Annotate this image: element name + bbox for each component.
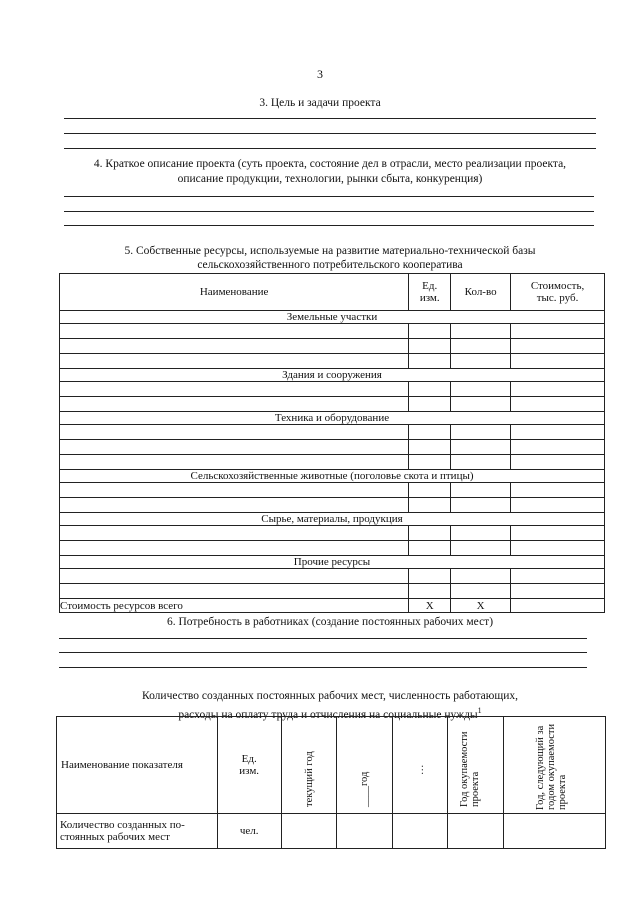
section-row-animals: Сельскохозяйственные животные (поголовье скота и птицы) bbox=[60, 470, 605, 483]
table-row bbox=[60, 382, 605, 397]
table-row bbox=[60, 455, 605, 470]
header-name: Наименование bbox=[60, 274, 409, 311]
header-year: ____год bbox=[359, 771, 371, 807]
header-unit: Ед. изм. bbox=[217, 717, 281, 814]
blank-line bbox=[64, 148, 596, 149]
table-row bbox=[60, 324, 605, 339]
header-payback-year: Год окупаемости проекта bbox=[458, 731, 481, 807]
section-6-title: 6. Потребность в работниках (создание постоянных рабочих мест) bbox=[166, 616, 494, 628]
workers-header-row bbox=[57, 717, 606, 814]
blank-line bbox=[64, 211, 594, 212]
table-row bbox=[60, 541, 605, 556]
total-label: Стоимость ресурсов всего bbox=[60, 599, 409, 613]
blank-line bbox=[59, 652, 587, 653]
table-row bbox=[60, 440, 605, 455]
total-row bbox=[60, 599, 605, 613]
table-row bbox=[60, 425, 605, 440]
page-number: 3 bbox=[317, 67, 323, 81]
blank-line bbox=[64, 133, 596, 134]
section-row-materials: Сырье, материалы, продукция bbox=[60, 513, 605, 526]
total-unit: Х bbox=[409, 599, 451, 613]
header-indicator: Наименование показателя bbox=[57, 717, 218, 814]
section-row-other: Прочие ресурсы bbox=[60, 556, 605, 569]
total-qty: Х bbox=[451, 599, 511, 613]
section-row-buildings: Здания и сооружения bbox=[60, 369, 605, 382]
row-unit: чел. bbox=[217, 814, 281, 849]
footnote-mark: 1 bbox=[477, 706, 482, 715]
header-qty: Кол-во bbox=[451, 274, 511, 311]
table-header-row bbox=[60, 274, 605, 311]
blank-line bbox=[59, 638, 587, 639]
table-row bbox=[60, 397, 605, 412]
own-resources-table bbox=[59, 273, 605, 613]
table-row bbox=[60, 584, 605, 599]
table-row bbox=[60, 483, 605, 498]
section-5-title-line1: 5. Собственные ресурсы, используемые на развитие материально-технической базы bbox=[124, 245, 536, 257]
section-row-land: Земельные участки bbox=[60, 311, 605, 324]
workers-table bbox=[56, 716, 606, 849]
workers-table-caption-line1: Количество созданных постоянных рабочих мест, численность работающих, bbox=[141, 690, 518, 702]
section-row-equipment: Техника и оборудование bbox=[60, 412, 605, 425]
workers-table-caption-line2: расходы на оплату труда и отчисления на социальные нужды$^1$ bbox=[178, 706, 482, 721]
blank-line bbox=[59, 667, 587, 668]
table-row bbox=[60, 339, 605, 354]
section-4-title-line2: описание продукции, технологии, рынки сбыта, конкуренция) bbox=[177, 173, 483, 185]
section-5-title-line2: сельскохозяйственного потребительского кооператива bbox=[197, 259, 463, 271]
header-ellipsis: … bbox=[414, 764, 426, 775]
blank-line bbox=[64, 118, 596, 119]
section-3-title: 3. Цель и задачи проекта bbox=[259, 97, 381, 109]
header-current-year: текущий год bbox=[303, 751, 315, 807]
header-unit: Ед. изм. bbox=[409, 274, 451, 311]
blank-line bbox=[64, 196, 594, 197]
header-cost: Стоимость, тыс. руб. bbox=[511, 274, 605, 311]
row-indicator: Количество созданных по- стоянных рабочих мест bbox=[57, 814, 218, 849]
table-row bbox=[60, 526, 605, 541]
table-row bbox=[60, 354, 605, 369]
header-next-year: Год, следующий за годом окупаемости проекта bbox=[534, 723, 568, 810]
table-row bbox=[60, 498, 605, 513]
table-row bbox=[57, 814, 606, 849]
section-4-title-line1: 4. Краткое описание проекта (суть проекта, состояние дел в отрасли, место реализации проекта, bbox=[93, 158, 567, 170]
table-row bbox=[60, 569, 605, 584]
blank-line bbox=[64, 225, 594, 226]
